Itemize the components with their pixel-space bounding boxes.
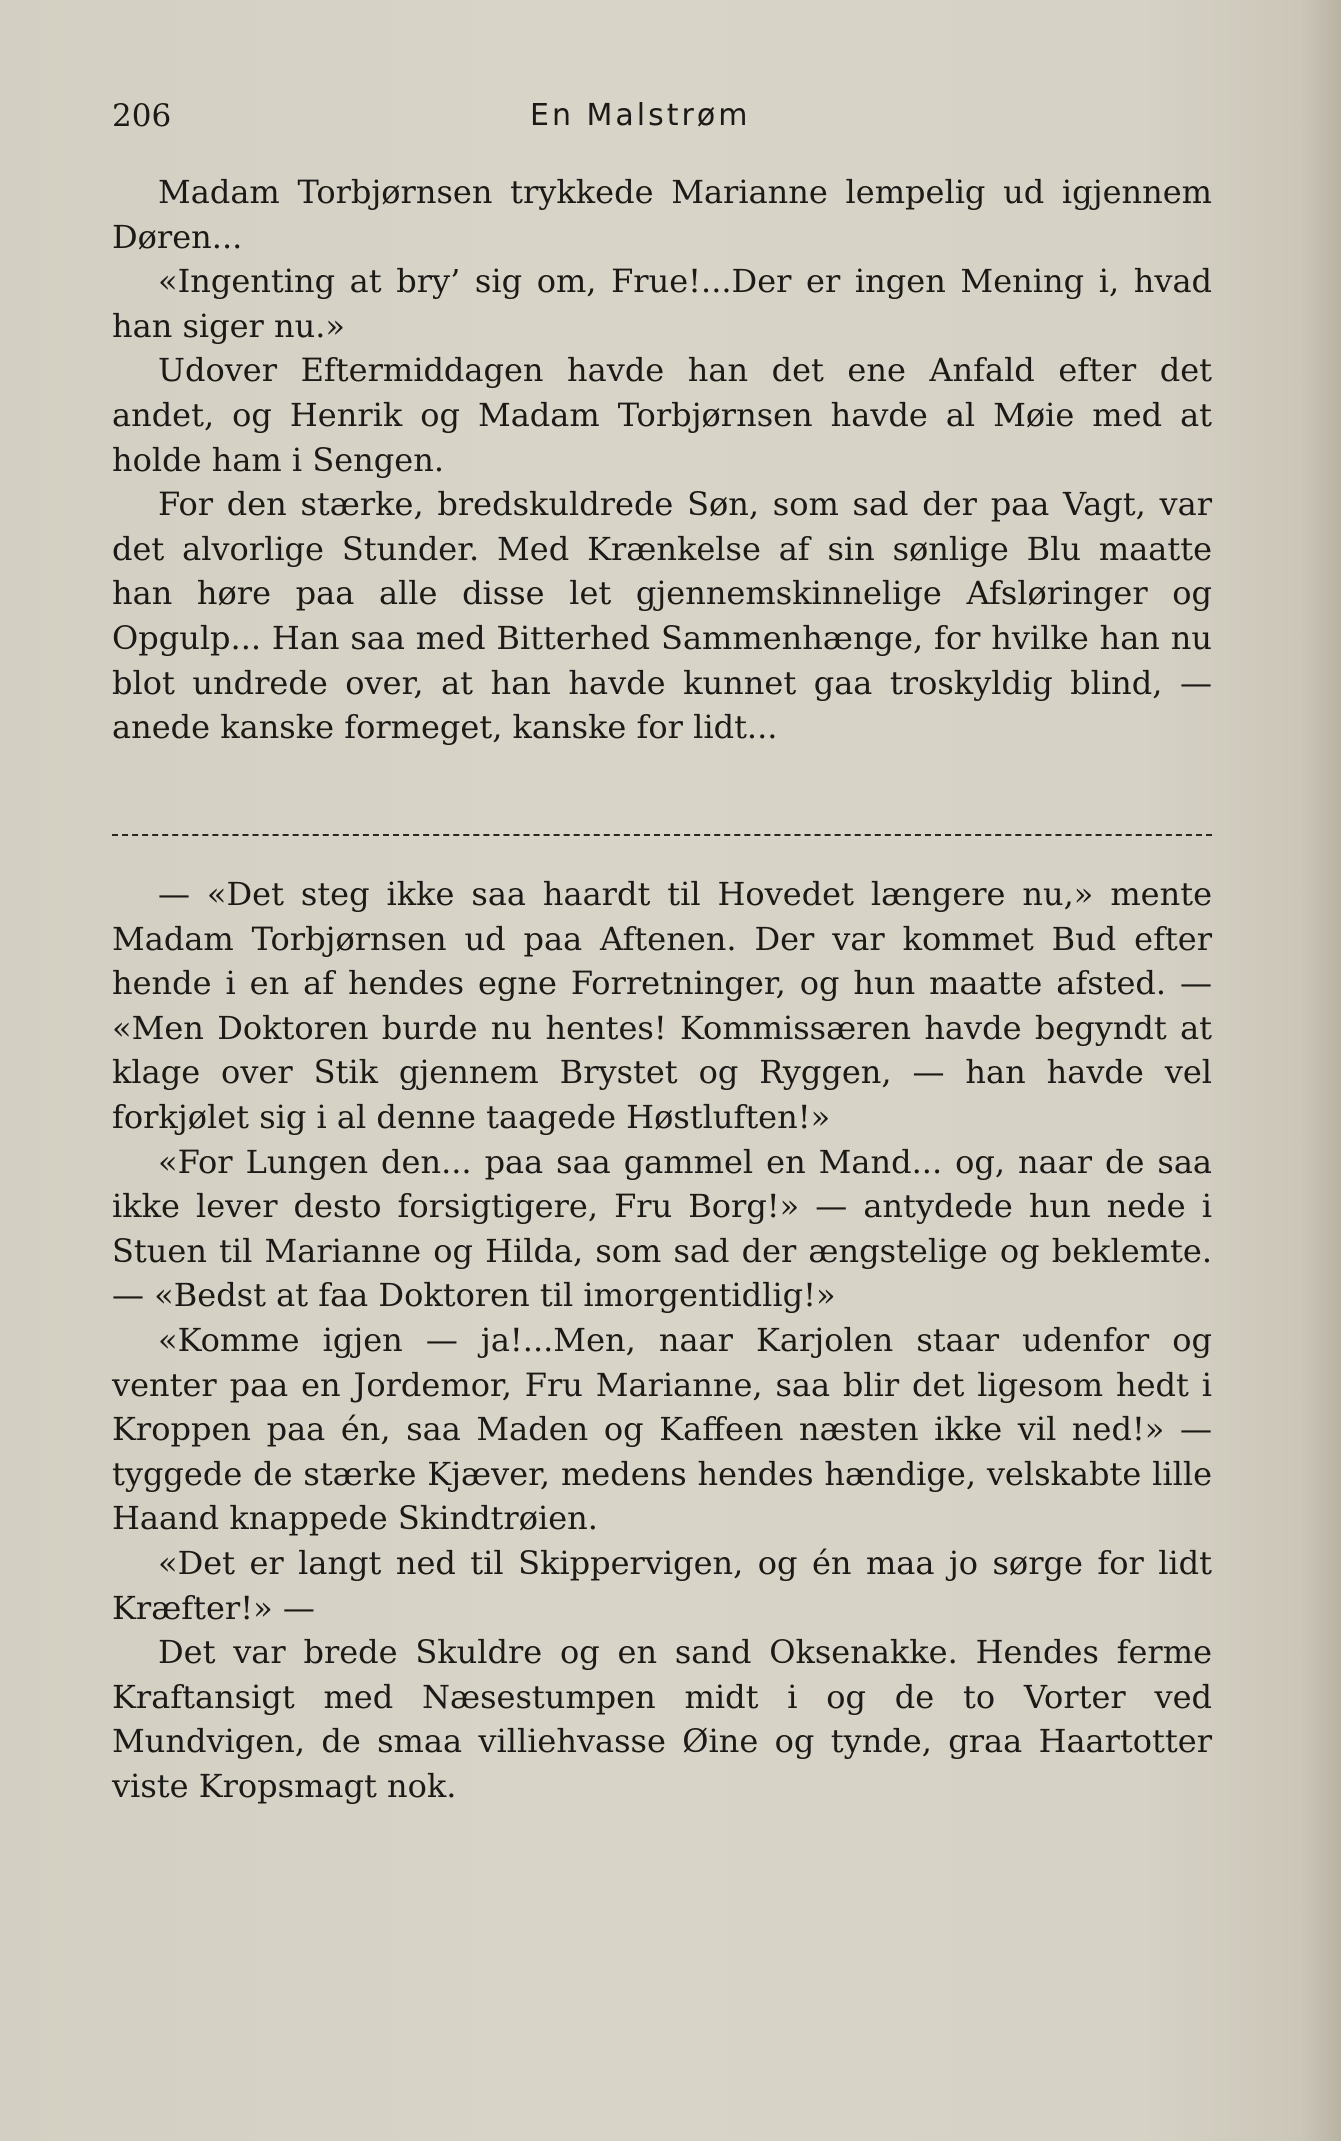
text-block-1 bbox=[112, 170, 1212, 750]
paragraph: «Ingenting at bry’ sig om, Frue!...Der er ingen Mening i, hvad han siger nu.» bbox=[112, 262, 1212, 345]
paragraph: «Det er langt ned til Skippervigen, og én maa jo sørge for lidt Kræfter!» — bbox=[112, 1543, 1212, 1627]
paragraph: For den stærke, bredskuldrede Søn, som sad der paa Vagt, var det alvorlige Stunder. Med Krænkelse af sin sønlige Blu maatte han høre paa alle disse let gjennemskinnelige Afsløringer og Opgulp... Han saa med Bitterhed Sammenhænge, for hvilke han nu blot undrede over, at han havde kunnet gaa troskyldig blind, — anede kanske formeget, kanske for lidt... bbox=[112, 485, 1212, 747]
running-title: En Malstrøm bbox=[530, 98, 751, 133]
section-divider bbox=[112, 834, 1212, 836]
paragraph: Madam Torbjørnsen trykkede Marianne lempelig ud igjennem Døren... bbox=[112, 173, 1212, 256]
paragraph: «For Lungen den... paa saa gammel en Mand... og, naar de saa ikke lever desto forsigtigere, Fru Borg!» — antydede hun nede i Stuen til Marianne og Hilda, som sad der ængstelige og beklemte. — «Bedst at faa Doktoren til imorgentidlig!» bbox=[112, 1142, 1212, 1315]
text-block-2 bbox=[112, 872, 1212, 1808]
page-header bbox=[112, 98, 1212, 144]
paragraph: Det var brede Skuldre og en sand Oksenakke. Hendes ferme Kraftansigt med Næsestumpen midt i og de to Vorter ved Mundvigen, de smaa villiehvasse Øine og tynde, graa Haartotter viste Kropsmagt nok. bbox=[112, 1633, 1212, 1805]
paragraph: «Komme igjen — ja!...Men, naar Karjolen staar udenfor og venter paa en Jordemor, Fru Marianne, saa blir det ligesom hedt i Kroppen paa én, saa Maden og Kaffeen næsten ikke vil ned!» — tyggede de stærke Kjæver, medens hendes hændige, velskabte lille Haand knappede Skindtrøien. bbox=[112, 1320, 1212, 1538]
paragraph: — «Det steg ikke saa haardt til Hovedet længere nu,» mente Madam Torbjørnsen ud paa Aftenen. Der var kommet Bud efter hende i en af hendes egne Forretninger, og hun maatte afsted. — «Men Doktoren burde nu hentes! Kommissæren havde begyndt at klage over Stik gjennem Brystet og Ryggen, — han havde vel forkjølet sig i al denne taagede Høstluften!» bbox=[112, 875, 1212, 1136]
paragraph: Udover Eftermiddagen havde han det ene Anfald efter det andet, og Henrik og Madam Torbjørnsen havde al Møie med at holde ham i Sengen. bbox=[112, 351, 1212, 479]
page-number: 206 bbox=[112, 98, 172, 134]
